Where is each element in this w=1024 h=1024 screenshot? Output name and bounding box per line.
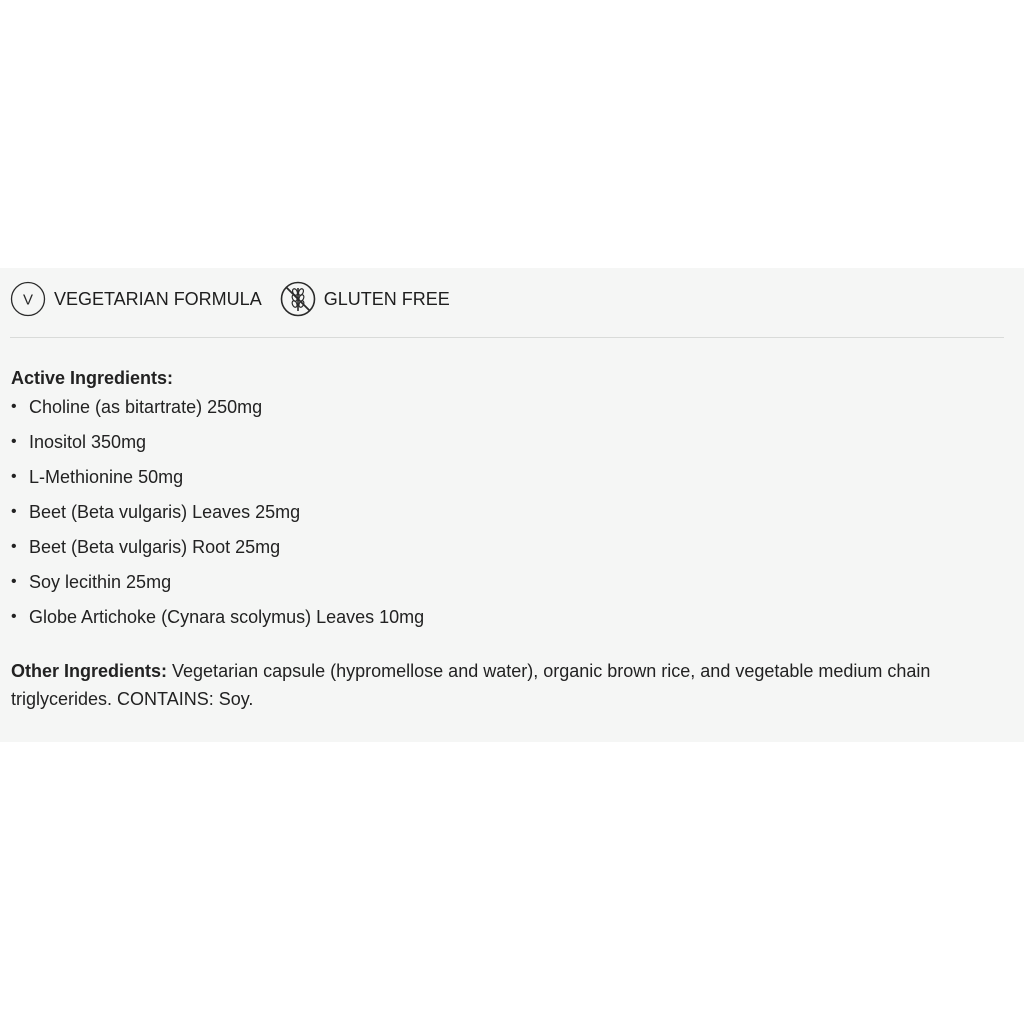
vegetarian-badge (10, 281, 262, 317)
ingredient-text: Globe Artichoke (Cynara scolymus) Leaves 10mg (29, 607, 425, 627)
gluten-free-wheat-icon (280, 281, 316, 317)
ingredient-text: Soy lecithin 25mg (29, 572, 172, 592)
bullet: • (11, 608, 17, 625)
active-ingredients-list (11, 396, 424, 641)
list-item (11, 536, 424, 571)
bullet: • (11, 398, 17, 415)
vegetarian-badge-label: VEGETARIAN FORMULA (54, 288, 262, 309)
other-ingredients (11, 657, 1011, 713)
ingredient-text: Inositol 350mg (29, 432, 147, 452)
bullet: • (11, 538, 17, 555)
gluten-free-badge (280, 281, 450, 317)
badge-row (10, 280, 468, 318)
ingredient-text: Beet (Beta vulgaris) Leaves 25mg (29, 502, 301, 522)
section-divider (10, 337, 1004, 338)
vegetarian-v-icon (10, 281, 46, 317)
bullet: • (11, 433, 17, 450)
ingredient-text: Beet (Beta vulgaris) Root 25mg (29, 537, 281, 557)
list-item (11, 606, 424, 641)
other-ingredients-text: Vegetarian capsule (hypromellose and water), organic brown rice, and vegetable medium chain triglycerides. CONTAINS: Soy. (11, 661, 931, 709)
bullet: • (11, 503, 17, 520)
list-item (11, 466, 424, 501)
other-ingredients-label: Other Ingredients: (11, 661, 168, 681)
list-item (11, 571, 424, 606)
list-item (11, 431, 424, 466)
bullet: • (11, 468, 17, 485)
vegetarian-v-glyph: V (22, 291, 34, 309)
bullet: • (11, 573, 17, 590)
ingredient-text: Choline (as bitartrate) 250mg (29, 397, 263, 417)
ingredient-text: L-Methionine 50mg (29, 467, 184, 487)
gluten-free-badge-label: GLUTEN FREE (323, 288, 450, 309)
list-item (11, 501, 424, 536)
list-item (11, 396, 424, 431)
active-ingredients-heading: Active Ingredients: (11, 368, 174, 388)
